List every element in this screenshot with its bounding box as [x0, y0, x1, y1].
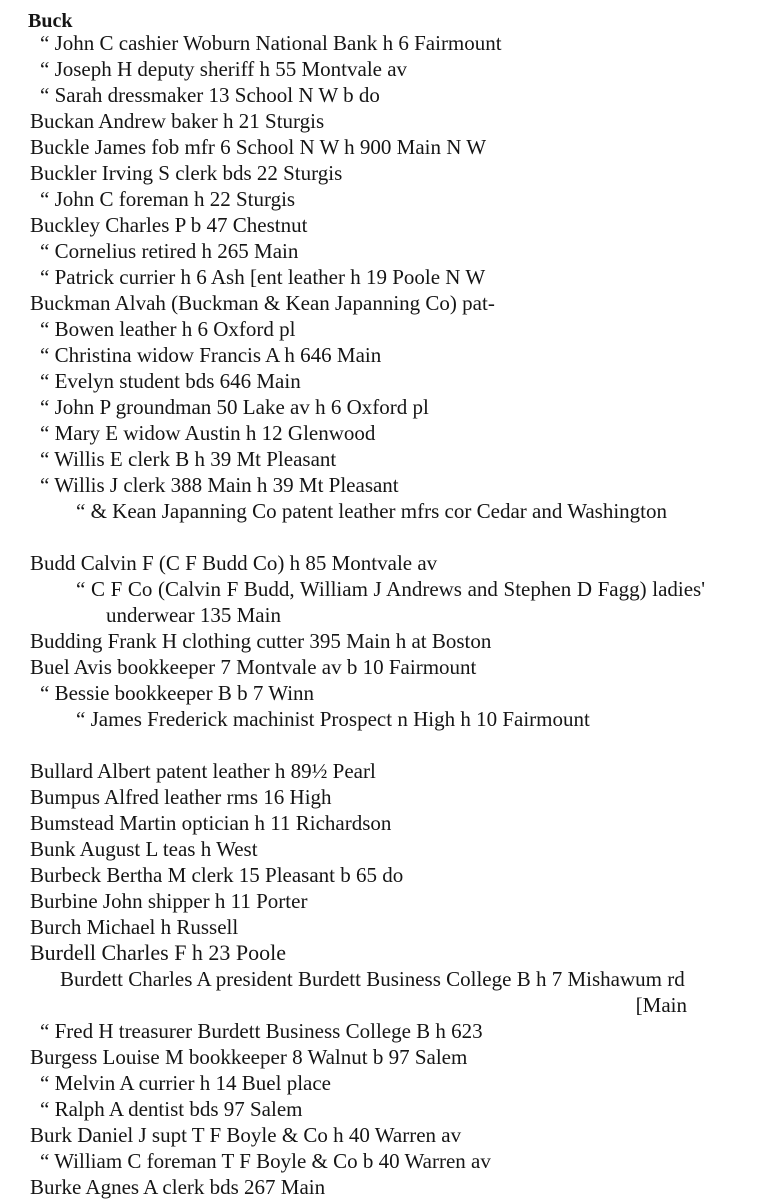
directory-entry: “ Patrick currier h 6 Ash [ent leather h 19 Poole N W	[40, 265, 486, 289]
directory-entry: “ C F Co (Calvin F Budd, William J Andrews and Stephen D Fagg) ladies' underwear 135 Main	[76, 577, 705, 628]
directory-entry: “ John C cashier Woburn National Bank h 6 Fairmount	[40, 31, 502, 55]
directory-entry: Bumpus Alfred leather rms 16 High	[30, 785, 332, 809]
directory-entry: “ Ralph A dentist bds 97 Salem	[40, 1097, 303, 1121]
directory-entry: Buckan Andrew baker h 21 Sturgis	[30, 109, 325, 133]
entry-overflow-fragment: [Main	[635, 993, 687, 1017]
directory-entry: Burk Daniel J supt T F Boyle & Co h 40 Warren av	[30, 1123, 462, 1147]
directory-entry: “ Christina widow Francis A h 646 Main	[40, 343, 382, 367]
directory-entry: “ & Kean Japanning Co patent leather mfrs cor Cedar and Washington	[76, 499, 667, 523]
directory-entry: “ John C foreman h 22 Sturgis	[40, 187, 296, 211]
directory-entry: Buckle James fob mfr 6 School N W h 900 Main N W	[30, 135, 487, 159]
directory-entry: Burbeck Bertha M clerk 15 Pleasant b 65 do	[30, 863, 404, 887]
directory-entry: Burbine John shipper h 11 Porter	[30, 889, 308, 913]
directory-entry: “ John P groundman 50 Lake av h 6 Oxford pl	[40, 395, 429, 419]
directory-entry: “ Cornelius retired h 265 Main	[40, 239, 299, 263]
directory-entry: “ Joseph H deputy sheriff h 55 Montvale av	[40, 57, 408, 81]
directory-entry: Buel Avis bookkeeper 7 Montvale av b 10 Fairmount	[30, 655, 477, 679]
directory-entry: “ Sarah dressmaker 13 School N W b do	[40, 83, 380, 107]
directory-entry: Burch Michael h Russell	[30, 915, 239, 939]
directory-entry: Buckley Charles P b 47 Chestnut	[30, 213, 308, 237]
directory-entry: Budding Frank H clothing cutter 395 Main h at Boston	[30, 629, 492, 653]
directory-entry: “ William C foreman T F Boyle & Co b 40 Warren av	[40, 1149, 491, 1173]
directory-entry: Burgess Louise M bookkeeper 8 Walnut b 97 Salem	[30, 1045, 468, 1069]
directory-entry: “ Fred H treasurer Burdett Business College B h 623	[40, 1019, 483, 1043]
directory-entry: Buckman Alvah (Buckman & Kean Japanning Co) pat-	[30, 291, 495, 315]
directory-entry: Buckler Irving S clerk bds 22 Sturgis	[30, 161, 343, 185]
directory-entry: “ Evelyn student bds 646 Main	[40, 369, 301, 393]
directory-entry: Bullard Albert patent leather h 89½ Pearl	[30, 759, 376, 783]
directory-entry: “ Melvin A currier h 14 Buel place	[40, 1071, 331, 1095]
directory-entry: Bunk August L teas h West	[30, 837, 258, 861]
page-heading: Buck	[28, 10, 73, 32]
directory-entry: “ Willis J clerk 388 Main h 39 Mt Pleasant	[40, 473, 399, 497]
directory-entry: Burdell Charles F h 23 Poole	[30, 940, 287, 965]
directory-entry: “ Willis E clerk B h 39 Mt Pleasant	[40, 447, 337, 471]
directory-entry: “ James Frederick machinist Prospect n High h 10 Fairmount	[76, 707, 590, 731]
directory-entry: “ Mary E widow Austin h 12 Glenwood	[40, 421, 376, 445]
directory-entry: “ Bessie bookkeeper B b 7 Winn	[40, 681, 315, 705]
directory-entry: “ Bowen leather h 6 Oxford pl	[40, 317, 296, 341]
directory-entry: Budd Calvin F (C F Budd Co) h 85 Montvale av	[30, 551, 438, 575]
directory-entry: Burke Agnes A clerk bds 267 Main	[30, 1175, 326, 1199]
directory-entry	[30, 966, 695, 1017]
directory-entry: Bumstead Martin optician h 11 Richardson	[30, 811, 392, 835]
entry-text: Burdett Charles A president Burdett Business College B h 7 Mishawum rd	[60, 967, 685, 991]
